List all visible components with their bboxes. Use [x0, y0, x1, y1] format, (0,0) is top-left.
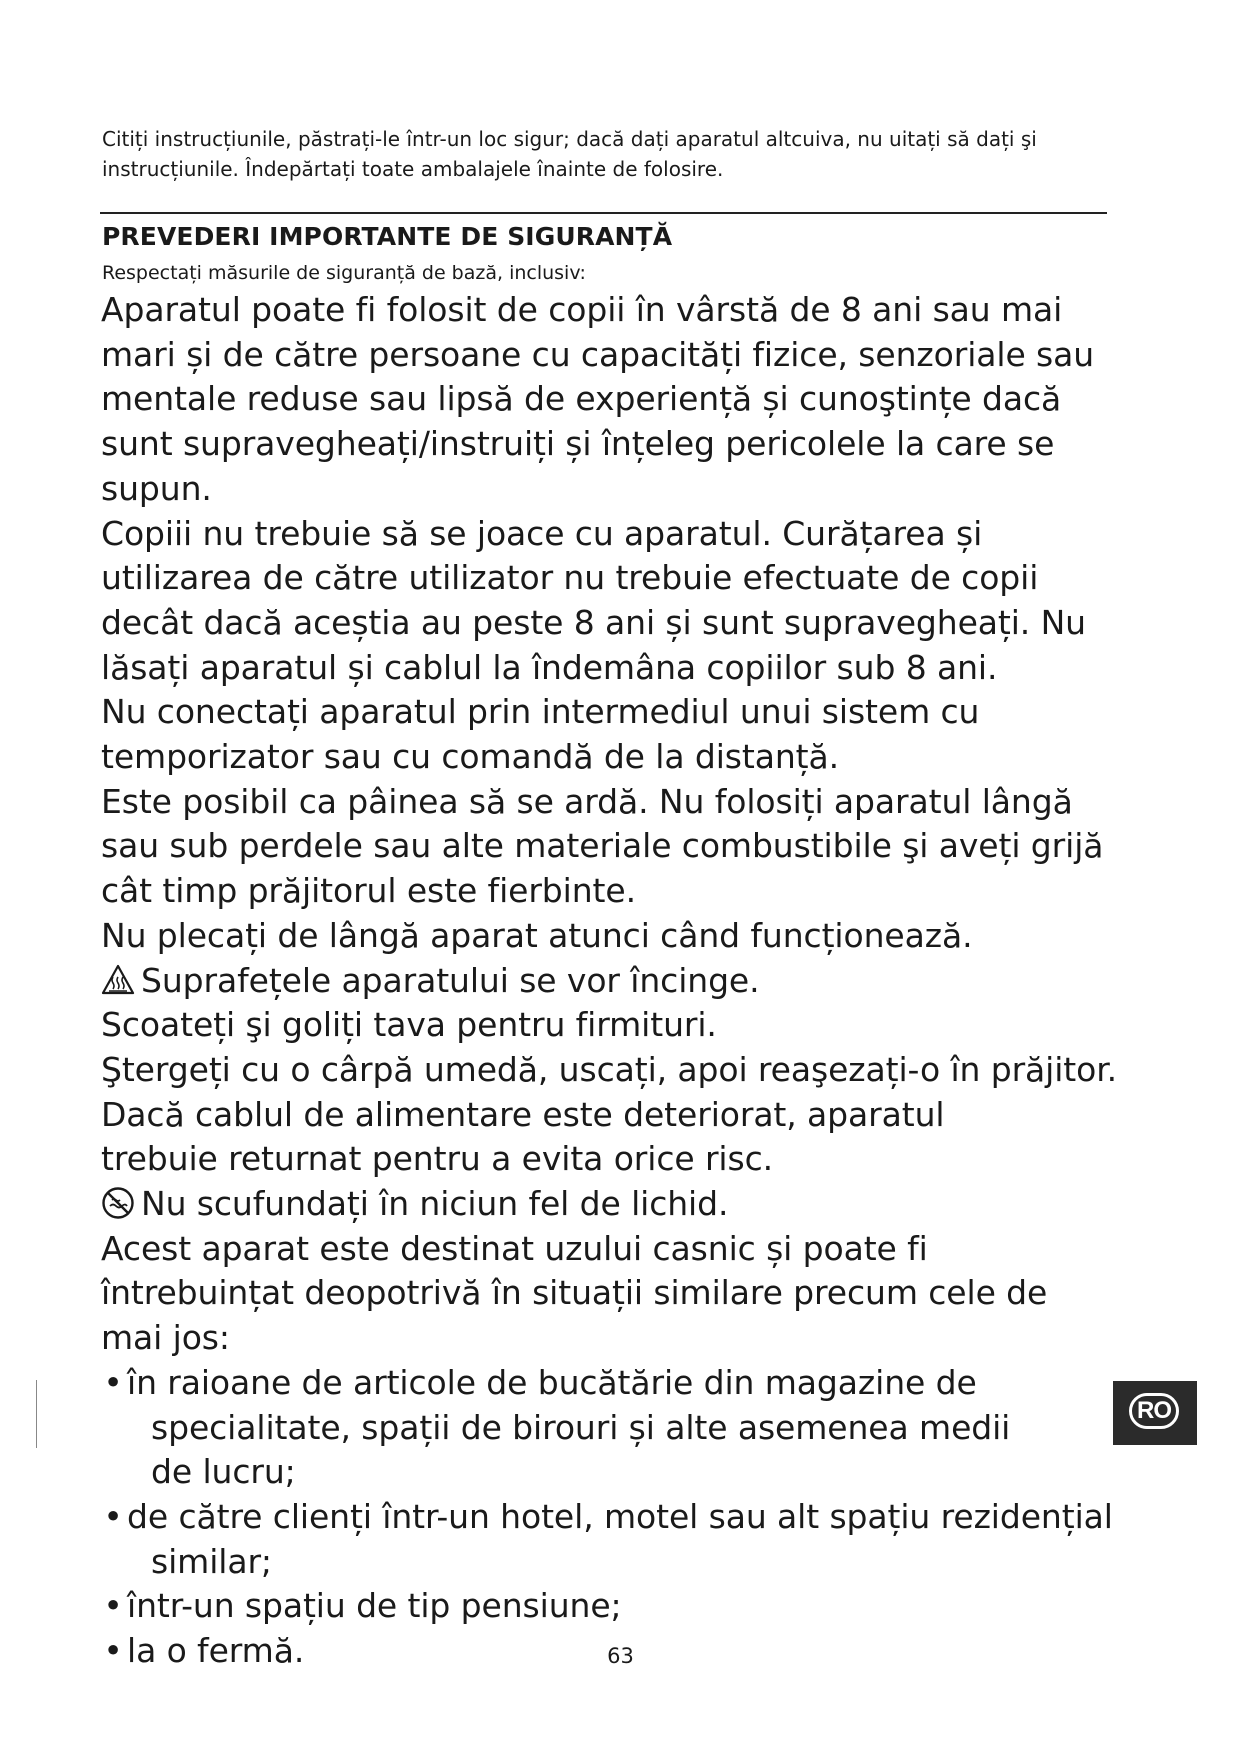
- instruction-do-not-leave: Nu plecați de lângă aparat atunci când funcționează.: [101, 915, 973, 955]
- instruction-no-timer: Nu conectați aparatul prin intermediul unui sistem cu temporizator sau cu comandă de la distanță.: [101, 692, 980, 777]
- bullet-item: [101, 1495, 1151, 1584]
- hot-surface-warning-icon: [101, 963, 135, 997]
- safety-instructions: [101, 288, 1161, 1674]
- bullet-text: într-un spațiu de tip pensiune;: [127, 1586, 622, 1626]
- language-code: RO: [1137, 1397, 1171, 1424]
- bullet-text: în raioane de articole de bucătărie din magazine de specialitate, spații de birouri și alte asemenea medii de lucru;: [127, 1362, 1011, 1492]
- bullet-marker: •: [103, 1586, 123, 1626]
- instruction-crumb-tray: Scoateți şi goliți tava pentru firmituri.: [101, 1005, 717, 1045]
- bullet-item: [101, 1584, 1161, 1629]
- instruction-hot-surface: [101, 959, 1161, 1004]
- bullet-text: de către clienți într-un hotel, motel sau alt spațiu rezidențial similar;: [127, 1496, 1113, 1581]
- bullet-text: la o fermă.: [127, 1631, 305, 1671]
- section-divider: [100, 212, 1107, 214]
- instruction-children-persons: Aparatul poate fi folosit de copii în vârstă de 8 ani sau mai mari și de către persoane cu capacități fizice, senzoriale sau mentale reduse sau lipsă de experiență și cunoştințe dacă sunt supravegheați/instruiți și înțeleg pericolele la care se supun.: [101, 290, 1095, 508]
- language-badge: [1113, 1381, 1197, 1445]
- bullet-item: [101, 1361, 1031, 1495]
- page-number: 63: [607, 1644, 634, 1668]
- bullet-marker: •: [103, 1362, 123, 1402]
- instruction-no-immersion: [101, 1182, 1161, 1227]
- section-heading: PREVEDERI IMPORTANTE DE SIGURANȚĂ: [102, 222, 673, 251]
- section-subheading: Respectați măsurile de siguranță de bază, inclusiv:: [102, 262, 586, 284]
- bullet-marker: •: [103, 1631, 123, 1671]
- hot-surface-text: Suprafețele aparatului se vor încinge.: [141, 960, 760, 1000]
- intro-text: Citiți instrucțiunile, păstrați-le într-un loc sigur; dacă dați aparatul altcuiva, nu uitați să dați şi instrucțiunile. Îndepărtați toate ambalajele înainte de folosire.: [102, 127, 1037, 181]
- bullet-marker: •: [103, 1496, 123, 1536]
- no-immersion-text: Nu scufundați în niciun fel de lichid.: [141, 1184, 729, 1224]
- instruction-wipe: Ştergeți cu o cârpă umedă, uscați, apoi reaşezați-o în prăjitor.: [101, 1049, 1118, 1089]
- instruction-bread-burn: Este posibil ca pâinea să se ardă. Nu folosiți aparatul lângă sau sub perdele sau alte materiale combustibile şi aveți grijă cât timp prăjitorul este fierbinte.: [101, 781, 1104, 911]
- instruction-intended-use: Acest aparat este destinat uzului casnic și poate fi întrebuințat deopotrivă în situații similare precum cele de mai jos:: [101, 1228, 1048, 1358]
- instruction-children-play: Copiii nu trebuie să se joace cu aparatul. Curățarea și utilizarea de către utilizator nu trebuie efectuate de copii decât dacă aceștia au peste 8 ani și sunt supravegheați. Nu lăsați aparatul și cablul la îndemâna copiilor sub 8 ani.: [101, 513, 1086, 687]
- instruction-damaged-cord: Dacă cablul de alimentare este deteriorat, aparatul trebuie returnat pentru a evita orice risc.: [101, 1094, 945, 1179]
- no-immersion-icon: [101, 1186, 135, 1220]
- margin-line: [36, 1380, 37, 1448]
